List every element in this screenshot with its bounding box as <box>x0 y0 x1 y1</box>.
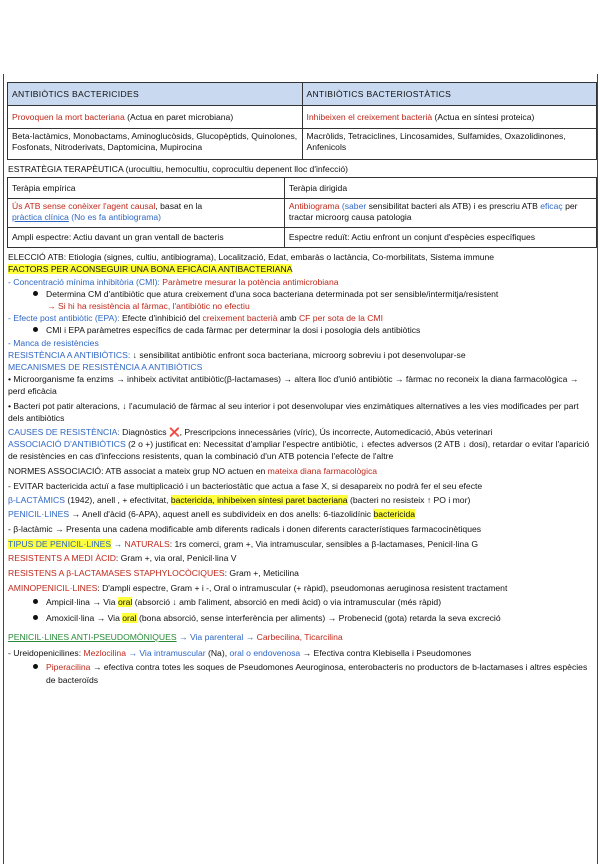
cmi-bullet <box>29 288 600 312</box>
cmi-definition: Paràmetre mesurar la potència antimicrobiana <box>159 276 339 287</box>
penicillin-types-heading: TIPUS DE PENICIL·LINES <box>8 538 112 549</box>
therapy-table <box>7 177 597 248</box>
empirical-blue-note: (No es fa antibiograma) <box>68 212 162 223</box>
document-page <box>5 74 599 686</box>
resistance-line <box>8 349 599 361</box>
beta-lactam-line <box>8 494 599 506</box>
empirical-red-text: Ús ATB sense conèixer l'agent causal <box>12 201 156 212</box>
directed-text: sensibilitat bacteri als ATB) i es prescriu ATB <box>366 201 541 212</box>
bullet-icon <box>33 599 38 604</box>
penicillin-line <box>8 508 599 520</box>
acid-resistant <box>8 552 599 564</box>
cmi-line <box>8 276 599 288</box>
causes-line <box>8 426 599 438</box>
acid-resistant-text: : Gram +, via oral, Penicil·lina V <box>115 552 237 563</box>
directed-red-text: Antibiograma <box>288 201 340 212</box>
left-margin-rule <box>3 74 4 864</box>
bactericide-definition-red: Provoquen la mort bacteriana <box>12 111 125 122</box>
association-text: (2 o +) justificat en: Necessitat d'ampliar l'espectre antibiòtic, ↓ efectes adversos (2 ATB ↓ dosi), retardar o evitar l'aparició de resistències en cas d'infeccions resistents, quan la combinació d'un ATB potencia l'efecte de l'altre <box>8 439 590 462</box>
resistance-term: RESISTÈNCIA A ANTIBIÒTICS: <box>8 349 131 360</box>
antipseudomonal-line <box>8 631 599 643</box>
piperacillin-bullet <box>33 661 591 685</box>
ureido-route-2: oral o endovenosa <box>229 648 301 659</box>
atb-selection: ELECCIÓ ATB: Etiologia (signes, cultiu, antibiograma), Localització, Edat, embaràs o lactància, Co-morbilitats, Sistema immune <box>8 252 495 263</box>
cross-icon: ❌ <box>168 427 180 438</box>
bactericide-definition-note: (Actua en paret microbiana) <box>124 111 234 122</box>
ampicillin-oral: oral <box>117 597 133 608</box>
epa-red-1: creixement bacterià <box>202 313 278 324</box>
penicillin-text: → Anell d'àcid (6-APA), aquest anell es subdivideix en dos anells: 6-tiazolidínic <box>69 509 374 520</box>
epa-bullet-text: CMI i EPA paràmetres específics de cada fàrmac per determinar la dosi i posologia dels antibiòtics <box>46 325 421 336</box>
bactericide-definition <box>8 106 303 129</box>
avoid-line: - EVITAR bactericida actuï a fase multiplicació i un bacteriostàtic que actua a fase X, si desapareix no podrà fer el seu efecte <box>8 480 483 491</box>
clinical-practice-link[interactable]: pràctica clínica <box>12 212 69 223</box>
bacteriostatic-definition-red: Inhibeixen el creixement bacterià <box>306 111 433 122</box>
bacteriostatic-definition <box>302 106 597 129</box>
factors-heading-text: FACTORS PER ACONSEGUIR UNA BONA EFICÀCIA ANTIBACTERIANA <box>8 264 293 275</box>
antipseudomonal-term: PENICIL·LINES ANTI-PSEUDOMÒNIQUES <box>8 631 177 642</box>
beta-lactam-highlight: bactericida, inhibeixen síntesi paret bacteriana <box>170 495 348 506</box>
bullet-icon <box>33 327 38 332</box>
ureidopenicillins-line <box>8 647 599 659</box>
strategy-heading: ESTRATÈGIA TERAPÈUTICA (urocultiu, hemocultiu, coprocultiu depenent lloc d'infecció) <box>8 164 348 174</box>
aminopenicillins-text: : D'ampli espectre, Gram + i -, Oral o intramuscular (+ ràpid), pseudomonas aeruginosa resistent tractament <box>97 583 508 594</box>
beta-lactam-text-2: (bacteri no resisteix ↑ PO i mor) <box>347 495 471 506</box>
staph-resistant-text: : Gram +, Meticilina <box>224 568 299 579</box>
ureido-label: - Ureidopenicilines: <box>8 648 84 659</box>
penicillin-types <box>8 538 599 550</box>
ureido-route: → Via intramuscular <box>125 648 206 659</box>
ampicillin-text-2: (absorció ↓ amb l'aliment, absorció en medi àcid) o via intramuscular (més ràpid) <box>132 597 442 608</box>
amoxicillin-text: Amoxicil·lina → Via <box>46 612 123 623</box>
epa-text: Efecte d'inhibició del <box>119 313 203 324</box>
bullet-icon <box>33 664 38 669</box>
ampicillin-text: Ampicil·lina → Via <box>46 597 118 608</box>
bullet-icon <box>33 291 38 296</box>
causes-text-2: , Prescripcions innecessàries (víric), Ús incorrecte, Automedicació, Abús veterinari <box>179 427 493 438</box>
resistance-text: ↓ sensibilitat antibiòtic enfront soca bacteriana, microorg sobreviu i pot desenvolupar-se <box>130 349 466 360</box>
natural-text: : 1rs comerci, gram +, Via intramuscular, sensibles a β-lactamases, Penicil·lina G <box>169 538 479 549</box>
aminopenicillins <box>8 582 599 594</box>
reduced-spectrum: Espectre reduït: Actiu enfront un conjunt d'espècies específiques <box>284 228 596 248</box>
staph-resistant-term: RESISTENS A β-LACTAMASES STAPHYLOCÒCIQUES <box>8 568 225 579</box>
causes-text: Diagnòstics <box>119 427 169 438</box>
association-rules-red: mateixa diana farmacològica <box>267 465 378 476</box>
amoxicillin-text-2: (bona absorció, sense interferència per aliments) → Probenecid (gota) retarda la seva excreció <box>136 612 501 623</box>
beta-lactam-term: β-LACTÀMICS <box>8 495 65 506</box>
epa-red-2: CF per sota de la CMI <box>298 313 384 324</box>
bacteriostatic-list: Macròlids, Tetraciclines, Lincosamides, Sulfamides, Oxazolidinones, Anfenicols <box>302 129 597 160</box>
bullet-icon <box>33 615 38 620</box>
mechanism-1: • Microorganisme fa enzims → inhibeix activitat antibiòtic(β-lactamases) → altera lloc d'unió antibiòtic → fàrmac no reconeix la diana farmacològica → perd eficàcia <box>8 374 579 397</box>
association-rules <box>8 465 599 477</box>
beta-lactam-chain: - β-lactàmic → Presenta una cadena modificable amb diferents radicals i donen diferents característiques farmacocinètiques <box>8 524 482 535</box>
epa-text-2: amb <box>277 313 299 324</box>
mezlocillin: Mezlocilina <box>83 648 126 659</box>
directed-blue-text: (saber <box>339 201 367 212</box>
empirical-therapy-description <box>8 199 285 228</box>
acid-resistant-term: RESISTENTS A MEDI ÀCID <box>8 552 116 563</box>
directed-text-end: per tractar microorg causa patologia <box>288 201 578 223</box>
ureido-na: (Na), <box>205 648 230 659</box>
resistance-lack: - Manca de resistències <box>8 337 99 348</box>
natural-term: NATURALS <box>124 538 170 549</box>
piperacillin-term: Piperacilina <box>46 662 91 673</box>
bacteriostatic-definition-note: (Actua en síntesi proteica) <box>432 111 535 122</box>
association-rules-text: NORMES ASSOCIACIÓ: ATB associat a mateix grup NO actuen en <box>8 465 268 476</box>
aminopenicillins-term: AMINOPENICIL·LINES <box>8 583 98 594</box>
antipseudomonal-drugs: Carbecilina, Ticarcilina <box>256 631 343 642</box>
piperacillin-text: → efectiva contra totes les soques de Pseudomones Aeuroginosa, enterobacteris no productors de b-lactamases i altres espècies de bacteroïds <box>46 662 588 685</box>
mechanism-2: • Bacteri pot patir alteracions, ↓ l'acumulació de fàrmac al seu interior i pot desenvolupar vies enzimàtiques alternatives a les vies modificades per part dels antibiòtics <box>8 400 579 423</box>
empirical-text: , basat en la <box>155 201 203 212</box>
epa-bullet <box>33 324 599 336</box>
causes-term: CAUSES DE RESISTÈNCIA: <box>8 427 120 438</box>
cmi-bullet-note: → Si hi ha resistència al fàrmac, l'antibiòtic no efectiu <box>47 301 250 312</box>
bactericide-bacteriostatic-table <box>7 82 597 160</box>
amoxicillin-bullet <box>33 612 599 624</box>
broad-spectrum: Ampli espectre: Actiu davant un gran ventall de bacteris <box>8 228 285 248</box>
beta-lactam-text: (1942), anell , + efectivitat, <box>65 495 171 506</box>
arrow-icon: → <box>111 538 125 549</box>
factors-heading <box>8 263 599 275</box>
cmi-term: - Concentració mínima inhibitòria (CMI): <box>8 276 160 287</box>
ureido-effect: → Efectiva contra Klebisella i Pseudomones <box>300 648 472 659</box>
antipseudomonal-route: → Via parenteral → <box>176 631 257 642</box>
directed-effective-text: eficaç <box>540 201 563 212</box>
association-term: ASSOCIACIÓ D'ANTIBIÒTICS <box>8 439 126 450</box>
mechanisms-heading: MECANISMES DE RESISTÈNCIA A ANTIBIÒTICS <box>8 362 203 373</box>
epa-line <box>8 312 599 324</box>
directed-therapy-header: Teràpia dirigida <box>284 178 596 199</box>
bactericide-list: Beta-lactàmics, Monobactams, Aminoglucòsids, Glucopèptids, Quinolones, Fosfonats, Nitroderivats, Daptomicina, Mupirocina <box>8 129 303 160</box>
empirical-therapy-header: Teràpia empírica <box>8 178 285 199</box>
staph-resistant <box>8 567 599 579</box>
ampicillin-bullet <box>33 596 599 608</box>
association-line <box>8 438 596 462</box>
directed-therapy-description <box>284 199 596 228</box>
penicillin-term: PENICIL·LINES <box>8 509 70 520</box>
cmi-bullet-text: Determina CM d'antibiòtic que atura creixement d'una soca bacteriana determinada pot ser sensible/intermitja/resistent <box>46 288 499 299</box>
epa-term: - Efecte post antibiòtic (EPA): <box>8 313 120 324</box>
penicillin-highlight: bactericida <box>373 509 416 520</box>
bacteriostatic-header: ANTIBIÒTICS BACTERIOSTÀTICS <box>302 83 597 106</box>
bactericide-header: ANTIBIÒTICS BACTERICIDES <box>8 83 303 106</box>
amoxicillin-oral: oral <box>122 612 137 623</box>
